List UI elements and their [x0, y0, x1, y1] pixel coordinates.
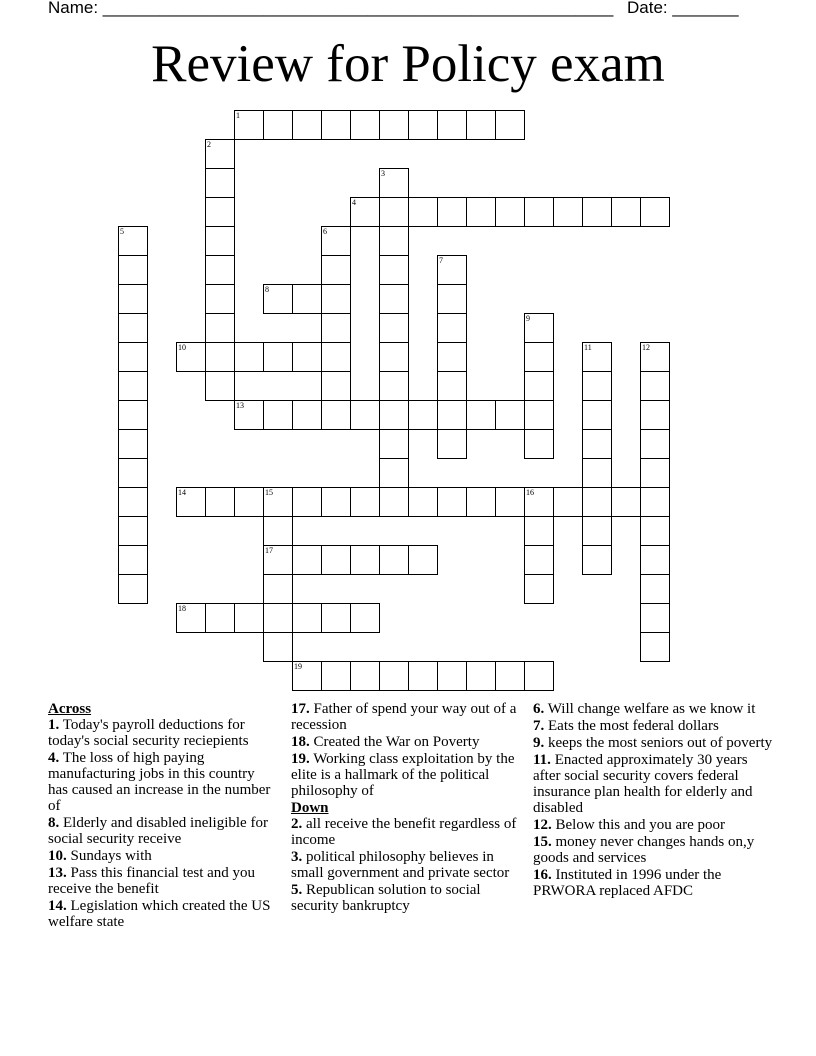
page-title: Review for Policy exam	[151, 35, 665, 93]
clue-item	[291, 882, 526, 914]
clue-item-text: Legislation which created the US welfare state	[48, 898, 271, 930]
grid-cell[interactable]	[234, 110, 264, 140]
clue-item-number: 12.	[533, 817, 552, 833]
clue-item-text: money never changes hands on,y goods and services	[533, 834, 755, 866]
grid-cell[interactable]	[234, 487, 264, 517]
grid-cell[interactable]	[321, 661, 351, 691]
grid-cell[interactable]	[118, 458, 148, 488]
clue-item-number: 17.	[291, 701, 310, 717]
grid-cell[interactable]	[495, 197, 525, 227]
clue-item	[291, 751, 526, 799]
grid-cell[interactable]	[234, 400, 264, 430]
grid-cell[interactable]	[495, 400, 525, 430]
grid-cell[interactable]	[118, 487, 148, 517]
grid-cell[interactable]	[350, 603, 380, 633]
grid-cell[interactable]	[263, 545, 293, 575]
grid-cell[interactable]	[495, 110, 525, 140]
grid-cell[interactable]	[524, 545, 554, 575]
grid-cell[interactable]	[321, 110, 351, 140]
grid-cell[interactable]	[408, 487, 438, 517]
clue-item-number: 2.	[291, 816, 303, 832]
grid-cell[interactable]	[379, 487, 409, 517]
grid-cell[interactable]	[524, 371, 554, 401]
grid-cell[interactable]	[350, 110, 380, 140]
grid-cell[interactable]	[408, 197, 438, 227]
grid-cell[interactable]	[437, 110, 467, 140]
grid-cell[interactable]	[582, 197, 612, 227]
grid-cell[interactable]	[640, 400, 670, 430]
grid-cell[interactable]	[292, 487, 322, 517]
grid-cell[interactable]	[437, 429, 467, 459]
clue-number: 11	[584, 343, 592, 352]
grid-cell[interactable]	[640, 516, 670, 546]
clue-number: 1	[236, 111, 240, 120]
clues-column-3	[533, 701, 773, 900]
clue-number: 16	[526, 488, 534, 497]
grid-cell[interactable]	[263, 284, 293, 314]
grid-cell[interactable]	[524, 400, 554, 430]
grid-cell[interactable]	[582, 545, 612, 575]
clue-item	[533, 834, 773, 866]
clue-number: 13	[236, 401, 244, 410]
grid-cell[interactable]	[321, 603, 351, 633]
grid-cell[interactable]	[321, 545, 351, 575]
grid-cell[interactable]	[640, 487, 670, 517]
grid-cell[interactable]	[118, 429, 148, 459]
clue-item	[48, 898, 273, 930]
grid-cell[interactable]	[437, 400, 467, 430]
clue-item-text: Instituted in 1996 under the PRWORA replaced AFDC	[533, 867, 722, 899]
grid-cell[interactable]	[466, 487, 496, 517]
grid-cell[interactable]	[524, 429, 554, 459]
clue-item	[48, 750, 273, 814]
grid-cell[interactable]	[437, 197, 467, 227]
clue-item-text: Father of spend your way out of a recession	[291, 701, 517, 733]
clue-number: 8	[265, 285, 269, 294]
clue-item	[48, 815, 273, 847]
grid-cell[interactable]	[582, 400, 612, 430]
grid-cell[interactable]	[437, 371, 467, 401]
grid-cell[interactable]	[205, 371, 235, 401]
clue-item-text: Republican solution to social security bankruptcy	[291, 882, 481, 914]
grid-cell[interactable]	[263, 400, 293, 430]
clue-number: 10	[178, 343, 186, 352]
grid-cell[interactable]	[437, 487, 467, 517]
clue-item	[48, 717, 273, 749]
grid-cell[interactable]	[350, 400, 380, 430]
grid-cell[interactable]	[379, 255, 409, 285]
clue-number: 18	[178, 604, 186, 613]
grid-cell[interactable]	[640, 371, 670, 401]
grid-cell[interactable]	[582, 429, 612, 459]
grid-cell[interactable]	[524, 313, 554, 343]
clue-number: 3	[381, 169, 385, 178]
clue-item-number: 13.	[48, 865, 67, 881]
clue-item	[533, 718, 773, 734]
grid-cell[interactable]	[379, 458, 409, 488]
grid-cell[interactable]	[292, 110, 322, 140]
across-clue-list	[48, 717, 273, 930]
clue-item-text: Pass this financial test and you receive the benefit	[48, 865, 256, 897]
grid-cell[interactable]	[611, 487, 641, 517]
grid-cell[interactable]	[640, 429, 670, 459]
down-clue-list	[291, 816, 526, 914]
clue-item-number: 5.	[291, 882, 303, 898]
clue-item-number: 16.	[533, 867, 552, 883]
grid-cell[interactable]	[408, 661, 438, 691]
grid-cell[interactable]	[263, 110, 293, 140]
clue-item-text: Will change welfare as we know it	[544, 701, 756, 717]
clue-item-number: 9.	[533, 735, 545, 751]
grid-cell[interactable]	[437, 284, 467, 314]
grid-cell[interactable]	[379, 110, 409, 140]
grid-cell[interactable]	[176, 487, 206, 517]
clue-number: 6	[323, 227, 327, 236]
grid-cell[interactable]	[524, 342, 554, 372]
clue-item	[291, 734, 526, 750]
down-heading: Down	[291, 800, 329, 816]
grid-cell[interactable]	[205, 139, 235, 169]
grid-cell[interactable]	[495, 661, 525, 691]
clue-item	[48, 848, 273, 864]
grid-cell[interactable]	[466, 400, 496, 430]
grid-cell[interactable]	[263, 487, 293, 517]
grid-cell[interactable]	[379, 400, 409, 430]
clues-column-2	[291, 701, 526, 915]
grid-cell[interactable]	[118, 342, 148, 372]
grid-cell[interactable]	[350, 197, 380, 227]
grid-cell[interactable]	[437, 255, 467, 285]
grid-cell[interactable]	[321, 371, 351, 401]
grid-cell[interactable]	[524, 197, 554, 227]
clue-number: 2	[207, 140, 211, 149]
grid-cell[interactable]	[379, 545, 409, 575]
clue-item-text: Elderly and disabled ineligible for social security receive	[48, 815, 268, 847]
grid-cell[interactable]	[205, 487, 235, 517]
grid-cell[interactable]	[118, 574, 148, 604]
grid-cell[interactable]	[321, 255, 351, 285]
down-clue-list-cont	[533, 701, 773, 899]
grid-cell[interactable]	[495, 487, 525, 517]
name-field: Name: ______________________________________________________	[48, 0, 614, 17]
date-field: Date: _______	[627, 0, 739, 17]
grid-cell[interactable]	[524, 661, 554, 691]
grid-cell[interactable]	[234, 603, 264, 633]
clue-item	[291, 849, 526, 881]
grid-cell[interactable]	[379, 429, 409, 459]
grid-cell[interactable]	[640, 458, 670, 488]
grid-cell[interactable]	[524, 574, 554, 604]
clue-item-number: 14.	[48, 898, 67, 914]
clue-number: 4	[352, 198, 356, 207]
grid-cell[interactable]	[640, 342, 670, 372]
grid-cell[interactable]	[582, 371, 612, 401]
grid-cell[interactable]	[321, 313, 351, 343]
clue-item-text: keeps the most seniors out of poverty	[544, 735, 773, 751]
clue-item-number: 15.	[533, 834, 552, 850]
grid-cell[interactable]	[292, 284, 322, 314]
clues-column-1	[48, 701, 273, 931]
clue-item-number: 4.	[48, 750, 60, 766]
clue-number: 15	[265, 488, 273, 497]
grid-cell[interactable]	[321, 284, 351, 314]
clue-item	[291, 816, 526, 848]
clue-item-number: 1.	[48, 717, 60, 733]
grid-cell[interactable]	[205, 255, 235, 285]
grid-cell[interactable]	[379, 284, 409, 314]
across-clue-list-cont	[291, 701, 526, 799]
grid-cell[interactable]	[205, 313, 235, 343]
clue-item-number: 7.	[533, 718, 545, 734]
clue-item-number: 18.	[291, 734, 310, 750]
grid-cell[interactable]	[553, 487, 583, 517]
grid-cell[interactable]	[292, 342, 322, 372]
grid-cell[interactable]	[582, 487, 612, 517]
grid-cell[interactable]	[292, 603, 322, 633]
clue-item	[291, 701, 526, 733]
grid-cell[interactable]	[118, 255, 148, 285]
grid-cell[interactable]	[582, 342, 612, 372]
grid-cell[interactable]	[437, 342, 467, 372]
clue-item-text: The loss of high paying manufacturing jobs in this country has caused an increase in the number of	[48, 750, 271, 814]
grid-cell[interactable]	[321, 487, 351, 517]
grid-cell[interactable]	[292, 400, 322, 430]
grid-cell[interactable]	[466, 110, 496, 140]
clue-item-text: Eats the most federal dollars	[544, 718, 719, 734]
grid-cell[interactable]	[640, 545, 670, 575]
clue-number: 12	[642, 343, 650, 352]
clue-item-number: 11.	[533, 752, 551, 768]
grid-cell[interactable]	[321, 342, 351, 372]
grid-cell[interactable]	[553, 197, 583, 227]
grid-cell[interactable]	[118, 371, 148, 401]
clue-item-text: all receive the benefit regardless of income	[291, 816, 517, 848]
grid-cell[interactable]	[379, 226, 409, 256]
clue-item-text: Sundays with	[66, 848, 152, 864]
grid-cell[interactable]	[408, 545, 438, 575]
grid-cell[interactable]	[176, 603, 206, 633]
grid-cell[interactable]	[118, 545, 148, 575]
clue-item-text: Created the War on Poverty	[309, 734, 480, 750]
clue-item	[48, 865, 273, 897]
grid-cell[interactable]	[582, 458, 612, 488]
clue-number: 14	[178, 488, 186, 497]
clue-item-text: Today's payroll deductions for today's social security reciepients	[48, 717, 249, 749]
grid-cell[interactable]	[263, 342, 293, 372]
grid-cell[interactable]	[437, 661, 467, 691]
grid-cell[interactable]	[640, 632, 670, 662]
grid-cell[interactable]	[205, 342, 235, 372]
grid-cell[interactable]	[263, 516, 293, 546]
clue-number: 7	[439, 256, 443, 265]
grid-cell[interactable]	[408, 400, 438, 430]
clue-item-number: 10.	[48, 848, 67, 864]
across-heading: Across	[48, 701, 92, 717]
grid-cell[interactable]	[466, 661, 496, 691]
grid-cell[interactable]	[379, 168, 409, 198]
grid-cell[interactable]	[321, 226, 351, 256]
clue-item-text: Working class exploitation by the elite is a hallmark of the political philosophy of	[291, 751, 515, 799]
grid-cell[interactable]	[524, 487, 554, 517]
clue-number: 9	[526, 314, 530, 323]
clue-item-number: 6.	[533, 701, 545, 717]
grid-cell[interactable]	[379, 371, 409, 401]
grid-cell[interactable]	[205, 168, 235, 198]
clue-item	[533, 735, 773, 751]
grid-cell[interactable]	[379, 661, 409, 691]
clue-item-number: 3.	[291, 849, 303, 865]
clue-item	[533, 867, 773, 899]
grid-cell[interactable]	[582, 516, 612, 546]
grid-cell[interactable]	[611, 197, 641, 227]
grid-cell[interactable]	[292, 661, 322, 691]
grid-cell[interactable]	[640, 574, 670, 604]
grid-cell[interactable]	[263, 632, 293, 662]
grid-cell[interactable]	[640, 603, 670, 633]
grid-cell[interactable]	[379, 197, 409, 227]
grid-cell[interactable]	[466, 197, 496, 227]
clue-item-text: Below this and you are poor	[551, 817, 726, 833]
clue-item-number: 8.	[48, 815, 60, 831]
grid-cell[interactable]	[205, 284, 235, 314]
clue-item	[533, 817, 773, 833]
grid-cell[interactable]	[205, 603, 235, 633]
clue-number: 17	[265, 546, 273, 555]
grid-cell[interactable]	[379, 313, 409, 343]
grid-cell[interactable]	[350, 487, 380, 517]
grid-cell[interactable]	[350, 661, 380, 691]
clue-number: 5	[120, 227, 124, 236]
grid-cell[interactable]	[321, 400, 351, 430]
grid-cell[interactable]	[118, 313, 148, 343]
grid-cell[interactable]	[263, 574, 293, 604]
grid-cell[interactable]	[437, 313, 467, 343]
grid-cell[interactable]	[263, 603, 293, 633]
grid-cell[interactable]	[118, 284, 148, 314]
grid-cell[interactable]	[292, 545, 322, 575]
clue-number: 19	[294, 662, 302, 671]
clue-item-text: political philosophy believes in small government and private sector	[291, 849, 510, 881]
grid-cell[interactable]	[408, 110, 438, 140]
grid-cell[interactable]	[379, 342, 409, 372]
clue-item	[533, 701, 773, 717]
grid-cell[interactable]	[118, 516, 148, 546]
grid-cell[interactable]	[205, 226, 235, 256]
grid-cell[interactable]	[524, 516, 554, 546]
grid-cell[interactable]	[118, 400, 148, 430]
grid-cell[interactable]	[118, 226, 148, 256]
grid-cell[interactable]	[234, 342, 264, 372]
grid-cell[interactable]	[176, 342, 206, 372]
grid-cell[interactable]	[205, 197, 235, 227]
grid-cell[interactable]	[640, 197, 670, 227]
clue-item-number: 19.	[291, 751, 310, 767]
grid-cell[interactable]	[350, 545, 380, 575]
clue-item	[533, 752, 773, 816]
clue-item-text: Enacted approximately 30 years after social security covers federal insurance plan health for elderly and disabled	[533, 752, 753, 816]
